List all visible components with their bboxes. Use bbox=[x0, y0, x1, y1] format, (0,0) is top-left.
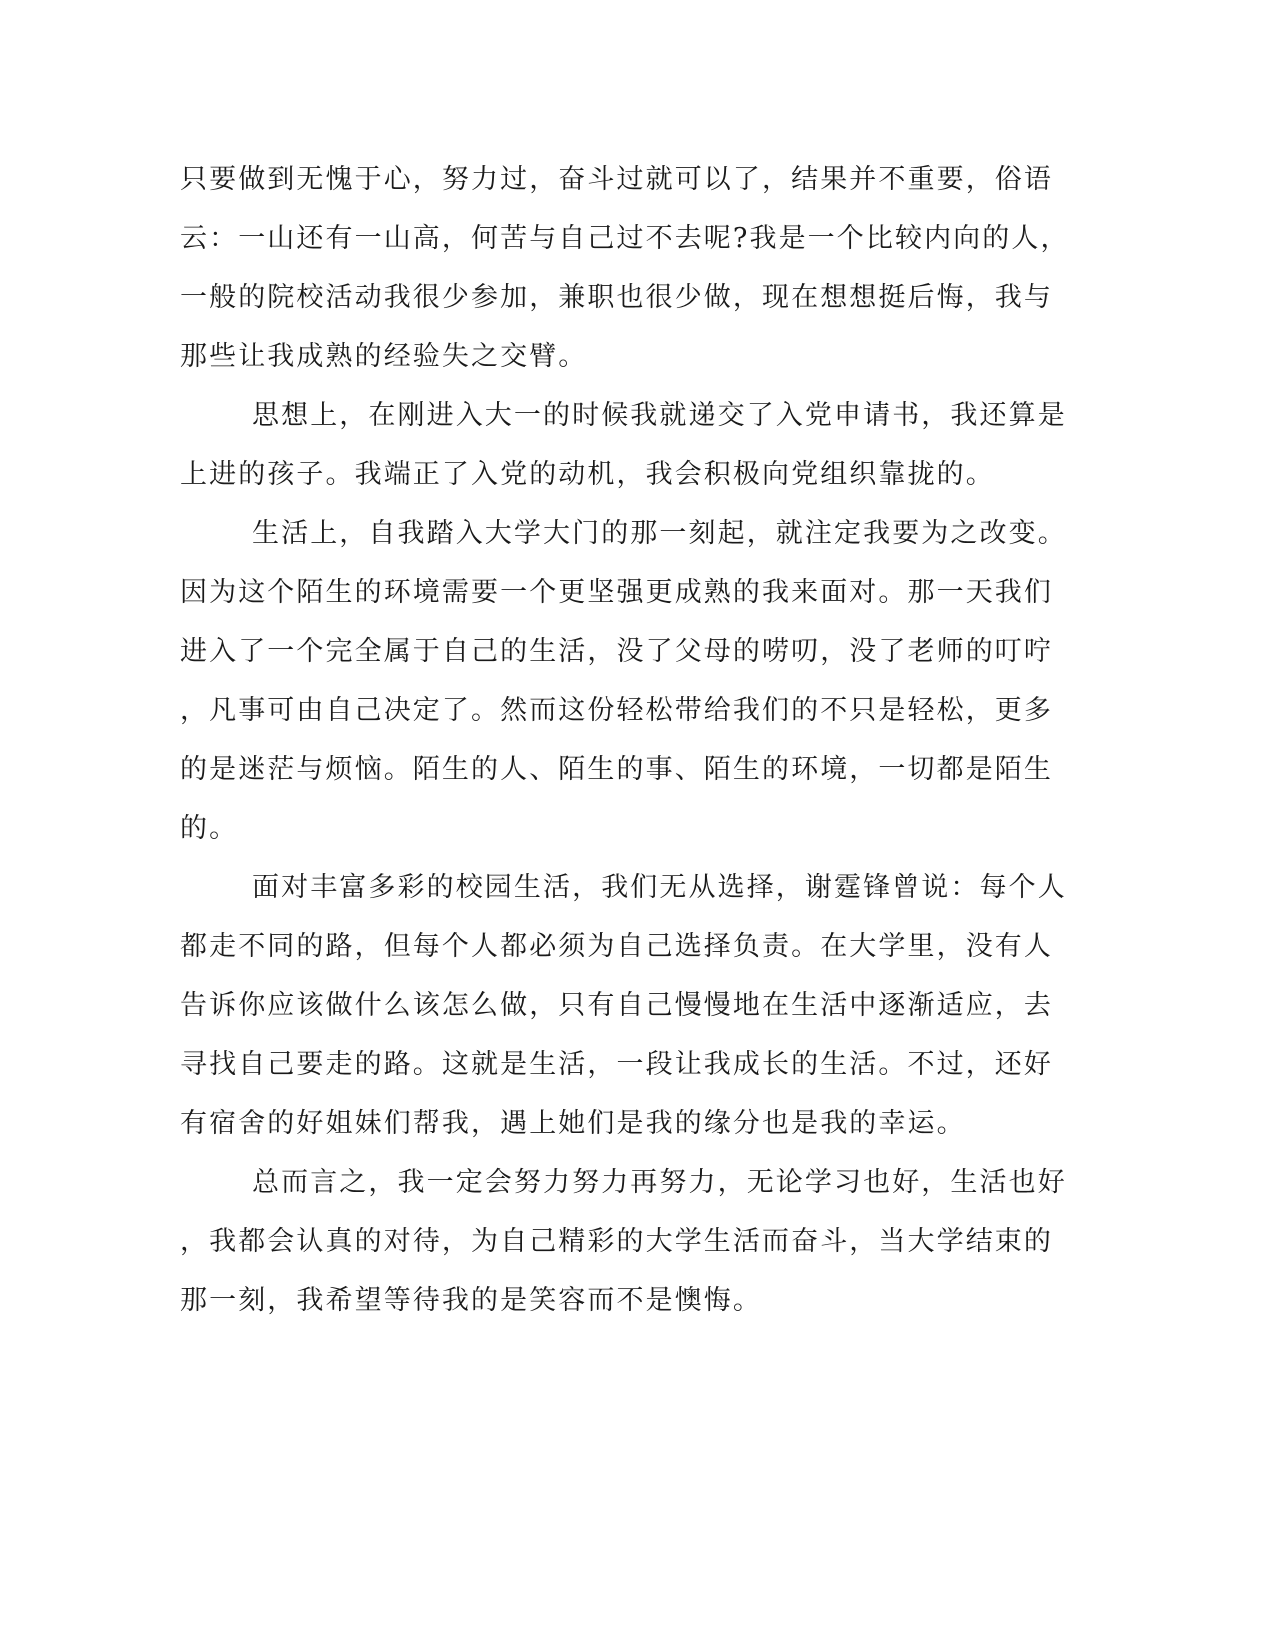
paragraph-2 bbox=[180, 386, 1067, 504]
text-line: 上进的孩子。我端正了入党的动机，我会积极向党组织靠拢的。 bbox=[180, 459, 995, 490]
text-line: 有宿舍的好姐妹们帮我，遇上她们是我的缘分也是我的幸运。 bbox=[180, 1108, 966, 1139]
text-line: 云：一山还有一山高，何苦与自己过不去呢?我是一个比较内向的人， bbox=[180, 223, 1070, 254]
text-line: 面对丰富多彩的校园生活，我们无从选择，谢霆锋曾说：每个人 bbox=[252, 872, 1067, 903]
paragraph-3 bbox=[180, 504, 1067, 858]
paragraph-4 bbox=[180, 858, 1067, 1153]
text-line: 一般的院校活动我很少参加，兼职也很少做，现在想想挺后悔，我与 bbox=[180, 282, 1053, 313]
text-line: 的是迷茫与烦恼。陌生的人、陌生的事、陌生的环境，一切都是陌生 bbox=[180, 754, 1053, 785]
text-line: 那些让我成熟的经验失之交臂。 bbox=[180, 341, 588, 372]
text-line: 思想上，在刚进入大一的时候我就递交了入党申请书，我还算是 bbox=[252, 400, 1067, 431]
text-line: 的。 bbox=[180, 813, 239, 844]
text-line: 进入了一个完全属于自己的生活，没了父母的唠叨，没了老师的叮咛 bbox=[180, 636, 1053, 667]
paragraph-1 bbox=[180, 150, 1070, 386]
paragraph-5 bbox=[180, 1153, 1067, 1330]
text-line: 总而言之，我一定会努力努力再努力，无论学习也好，生活也好 bbox=[252, 1167, 1067, 1198]
text-line: 只要做到无愧于心，努力过，奋斗过就可以了，结果并不重要，俗语 bbox=[180, 164, 1053, 195]
document-body bbox=[180, 150, 1070, 1330]
text-line: 生活上，自我踏入大学大门的那一刻起，就注定我要为之改变。 bbox=[252, 518, 1067, 549]
text-line: 都走不同的路，但每个人都必须为自己选择负责。在大学里，没有人 bbox=[180, 931, 1053, 962]
text-line: 因为这个陌生的环境需要一个更坚强更成熟的我来面对。那一天我们 bbox=[180, 577, 1053, 608]
text-line: 告诉你应该做什么该怎么做，只有自己慢慢地在生活中逐渐适应，去 bbox=[180, 990, 1053, 1021]
text-line: 那一刻，我希望等待我的是笑容而不是懊悔。 bbox=[180, 1285, 762, 1316]
text-line: ，我都会认真的对待，为自己精彩的大学生活而奋斗，当大学结束的 bbox=[180, 1226, 1053, 1257]
text-line: 寻找自己要走的路。这就是生活，一段让我成长的生活。不过，还好 bbox=[180, 1049, 1053, 1080]
text-line: ，凡事可由自己决定了。然而这份轻松带给我们的不只是轻松，更多 bbox=[180, 695, 1053, 726]
